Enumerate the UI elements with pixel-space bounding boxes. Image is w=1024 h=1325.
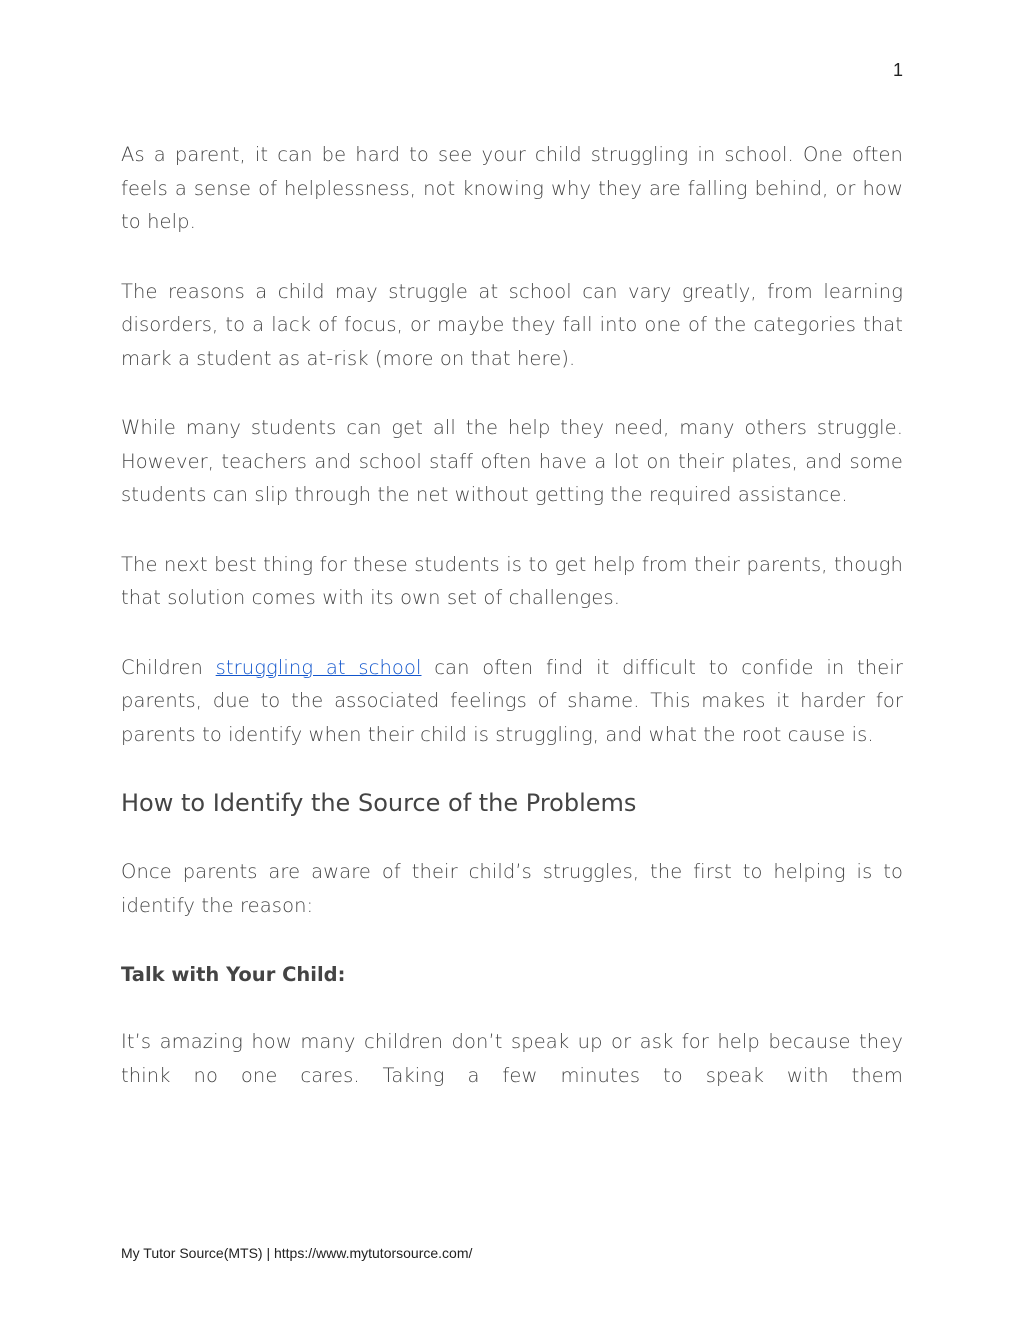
paragraph-confide [121,651,903,752]
paragraph-talk: It’s amazing how many children don’t speak up or ask for help because they think no one cares. Taking a few minutes to speak with them [121,1030,903,1087]
paragraph-reasons: The reasons a child may struggle at school can vary greatly, from learning disorders, to a lack of focus, or maybe they fall into one of the categories that mark a student as at-risk (more on that here). [121,279,903,370]
page-number: 1 [892,60,903,80]
paragraph-intro: As a parent, it can be hard to see your child struggling in school. One often feels a sense of helplessness, not knowing why they are falling behind, or how to help. [121,143,903,233]
paragraph-parents-help: The next best thing for these students is to get help from their parents, though that solution comes with its own set of challenges. [121,552,903,609]
struggling-at-school-link[interactable]: struggling at school [215,655,422,679]
paragraph-identify: Once parents are aware of their child’s struggles, the first to helping is to identify the reason: [121,860,903,917]
paragraph-students: While many students can get all the help they need, many others struggle. However, teachers and school staff often have a lot on their plates, and some students can slip through the net without getting the required assistance. [121,416,903,506]
paragraph-confide-end: can often find it difficult to confide in their parents, due to the associated feelings of shame. This makes it harder for parents to identify when their child is struggling, and what the root cause is. [121,655,903,746]
paragraph-confide-start: Children [121,655,216,679]
section-heading: How to Identify the Source of the Problems [121,789,637,817]
page-footer: My Tutor Source(MTS) | https://www.mytutorsource.com/ [121,1245,473,1261]
document-body [121,138,903,1128]
subsection-heading: Talk with Your Child: [121,963,346,986]
